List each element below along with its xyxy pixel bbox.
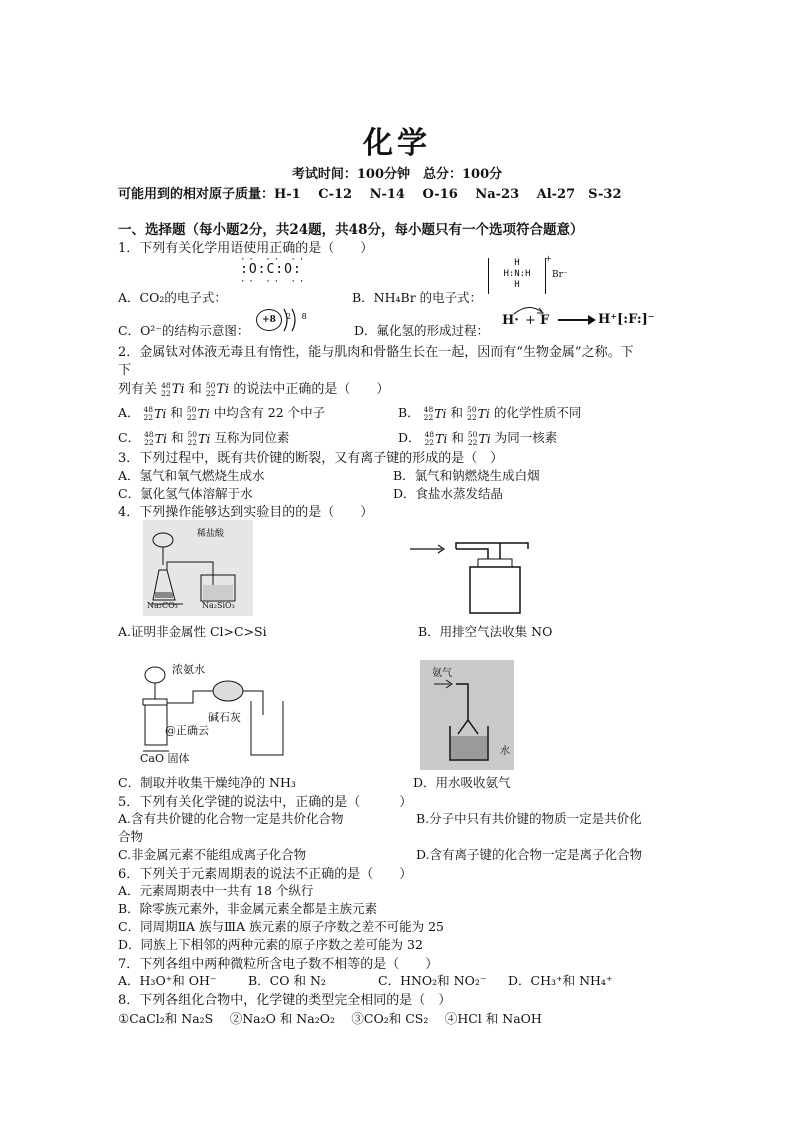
q3-option-c: C．氯化氢气体溶解于水 <box>118 486 253 501</box>
co2-electron-formula: :O:C:O: <box>240 262 302 277</box>
hf-arrow <box>558 314 598 326</box>
q4-option-c: C．制取并收集干燥纯净的 NH₃ <box>118 775 296 790</box>
q6-option-a: A．元素周期表中一共有 18 个纵行 <box>118 883 314 898</box>
nh4-inner: H:N:H <box>503 269 531 279</box>
hf-h: H· <box>502 313 519 328</box>
q4-option-b: B．用排空气法收集 NO <box>418 624 553 639</box>
q2-option-c: C． 48 22 Ti 和 50 22 Ti 互称为同位素 <box>118 429 290 447</box>
q5-option-b-line2: 合物 <box>118 829 144 844</box>
o-shells: 2 8 <box>286 312 311 321</box>
q3-option-d: D．食盐水蒸发结晶 <box>393 486 504 501</box>
q2-option-a: A． 48 22 Ti 和 50 22 Ti 中均含有 22 个中子 <box>118 404 326 422</box>
q2-option-d: D． 48 22 Ti 和 50 22 Ti 为同一核素 <box>398 429 558 447</box>
fig-c-label2: 碱石灰 <box>208 711 241 724</box>
question-8-stem: 8．下列各组化合物中，化学键的类型完全相同的是（ ） <box>118 993 452 1008</box>
question-5-stem: 5．下列有关化学键的说法中，正确的是（ ） <box>118 795 413 810</box>
q1-option-a: A．CO₂的电子式： <box>118 290 227 305</box>
section-heading: 一、选择题（每小题2分，共24题，共48分，每小题只有一个选项符合题意） <box>118 222 584 238</box>
fig-d-label1: 氨气 <box>432 668 452 679</box>
q1-option-c: C．O²⁻的结构示意图： <box>118 323 250 338</box>
question-6-stem: 6．下列关于元素周期表的说法不正确的是（ ） <box>118 867 413 882</box>
q7-option-c: C．HNO₂和 NO₂⁻ <box>378 973 487 988</box>
nh4-top-h: H <box>514 258 520 268</box>
exam-info: 考试时间：100分钟 总分：100分 <box>291 167 503 182</box>
q5-option-d: D.含有离子键的化合物一定是离子化合物 <box>416 847 643 862</box>
q6-option-d: D．同族上下相邻的两种元素的原子序数之差可能为 32 <box>118 937 423 952</box>
fig-a-label-acid: 稀盐酸 <box>197 529 225 539</box>
q7-option-b: B．CO 和 N₂ <box>248 973 326 988</box>
figure-b-apparatus <box>408 535 533 617</box>
ti50-isotope: 50 22 Ti <box>205 380 230 398</box>
q3-option-a: A．氢气和氧气燃烧生成水 <box>118 468 265 483</box>
o-nucleus: +8 <box>256 309 282 331</box>
question-3-stem: 3．下列过程中，既有共价键的断裂，又有离子键的形成的是（ ） <box>118 451 504 466</box>
fig-c-label4: CaO 固体 <box>140 752 190 765</box>
question-2-stem-line1: 2．金属钛对体液无毒且有惰性，能与肌肉和骨骼生长在一起，因而有“生物金属”之称。下 <box>118 345 634 360</box>
nh4-charge: + <box>545 254 552 263</box>
question-4-stem: 4．下列操作能够达到实验目的的是（ ） <box>118 505 374 520</box>
q1-option-d: D．氟化氢的形成过程： <box>354 323 490 338</box>
q1-option-b: B．NH₄Br 的电子式： <box>352 290 483 305</box>
q5-option-a: A.含有共价键的化合物一定是共价化合物 <box>118 811 344 826</box>
nh4-bottom-h: H <box>514 280 520 290</box>
atomic-mass-line: 可能用到的相对原子质量：H-1 C-12 N-14 O-16 Na-23 Al-27 S-32 <box>118 187 622 202</box>
fig-a-label-right: Na₂SiO₃ <box>202 601 235 610</box>
q2-option-b: B． 48 22 Ti 和 50 22 Ti 的化学性质不同 <box>398 404 582 422</box>
fig-c-label3: @正确云 <box>165 724 209 737</box>
q4-option-d: D．用水吸收氨气 <box>413 775 511 790</box>
fig-a-label-left: Na₂CO₃ <box>147 601 178 610</box>
question-2-stem-line2 <box>118 378 389 398</box>
q3-option-b: B．氯气和钠燃烧生成白烟 <box>393 468 540 483</box>
hf-plus: + <box>525 313 536 328</box>
fig-d-label2: 水 <box>500 746 510 757</box>
q2-stem-part-b: 和 <box>188 382 202 397</box>
br-ion: Br⁻ <box>552 270 568 280</box>
q5-option-c: C.非金属元素不能组成离子化合物 <box>118 847 307 862</box>
question-2-stem-line1b: 下 <box>118 363 132 378</box>
fig-c-label1: 浓氨水 <box>172 663 205 676</box>
question-7-stem: 7．下列各组中两种微粒所含电子数不相等的是（ ） <box>118 957 439 972</box>
co2-dots-bottom: ·· ·· ·· <box>240 277 308 287</box>
ti48-isotope: 48 22 Ti <box>161 380 185 398</box>
hf-f: F <box>540 313 550 328</box>
q7-option-d: D．CH₃⁺和 NH₄⁺ <box>508 973 613 988</box>
q5-option-b-line1: B.分子中只有共价键的物质一定是共价化 <box>416 811 642 826</box>
hf-product: H⁺[:F:]⁻ <box>598 312 655 327</box>
hf-curved-arrow <box>510 302 550 316</box>
nh4-bracket <box>488 258 546 294</box>
q2-stem-part-a: 列有关 <box>118 382 158 397</box>
q6-option-b: B．除零族元素外，非金属元素全都是主族元素 <box>118 901 378 916</box>
co2-dots-top: ·· ·· ·· <box>240 255 308 265</box>
q7-option-a: A．H₃O⁺和 OH⁻ <box>118 973 217 988</box>
q6-option-c: C．同周期ⅡA 族与ⅢA 族元素的原子序数之差不可能为 25 <box>118 919 444 934</box>
q2-stem-part-c: 的说法中正确的是（ ） <box>233 382 390 397</box>
q8-options: ①CaCl₂和 Na₂S ②Na₂O 和 Na₂O₂ ③CO₂和 CS₂ ④HCl 和 NaOH <box>118 1011 542 1026</box>
q4-option-a: A.证明非金属性 Cl>C>Si <box>118 624 267 639</box>
question-1-stem: 1．下列有关化学用语使用正确的是（ ） <box>118 241 374 256</box>
page-title: 化学 <box>363 126 431 161</box>
